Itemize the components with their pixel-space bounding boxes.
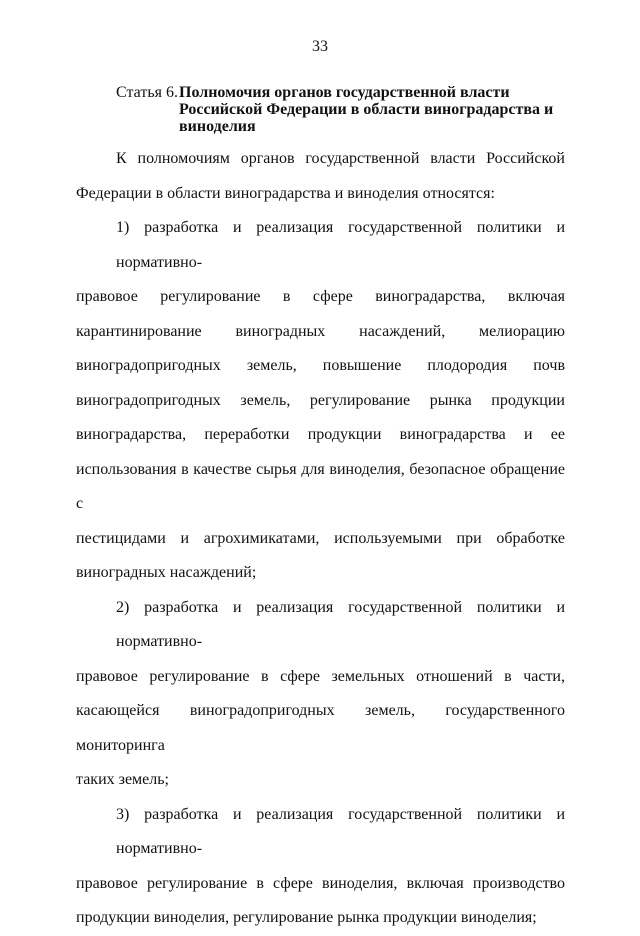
text-line: правовое регулирование в сфере земельных отношений в части, <box>76 667 565 685</box>
article-title <box>179 84 576 135</box>
text-line: 2) разработка и реализация государственной политики и нормативно- <box>116 598 565 650</box>
text-line: 3) разработка и реализация государственной политики и нормативно- <box>116 805 565 857</box>
text-line: карантинирование виноградных насаждений, мелиорацию <box>76 322 565 340</box>
text-line: 1) разработка и реализация государственной политики и нормативно- <box>116 219 565 271</box>
text-line: таких земель; <box>76 771 169 788</box>
item-1-paragraph <box>76 211 565 591</box>
text-line: виноградопригодных земель, регулирование рынка продукции <box>76 391 565 409</box>
article-title-line: Полномочия органов государственной власти <box>179 84 510 101</box>
article-body <box>76 142 565 936</box>
article-title-line: виноделия <box>179 118 256 135</box>
text-line: виноградарства, переработки продукции виноградарства и ее <box>76 426 565 443</box>
text-line: пестицидами и агрохимикатами, используемыми при обработке <box>76 529 565 547</box>
text-line: использования в качестве сырья для виноделия, безопасное обращение с <box>76 460 565 512</box>
item-3-paragraph <box>76 798 565 936</box>
item-2-paragraph <box>76 591 565 798</box>
article-title-line: Российской Федерации в области виноградарства и <box>179 101 554 118</box>
article-number: Статья 6. <box>116 84 178 101</box>
text-line: Федерации в области виноградарства и виноделия относятся: <box>76 184 495 202</box>
text-line: продукции виноделия, регулирование рынка продукции виноделия; <box>76 909 537 926</box>
text-line: правовое регулирование в сфере виноделия, включая производство <box>76 874 565 892</box>
intro-paragraph <box>76 142 565 211</box>
text-line: К полномочиям органов государственной власти Российской <box>116 150 565 167</box>
text-line: касающейся виноградопригодных земель, государственного мониторинга <box>76 702 565 754</box>
article-heading <box>116 84 576 135</box>
text-line: виноградных насаждений; <box>76 564 257 581</box>
text-line: виноградопригодных земель, повышение плодородия почв <box>76 357 565 374</box>
text-line: правовое регулирование в сфере виноградарства, включая <box>76 288 565 305</box>
page-number: 33 <box>312 38 328 55</box>
